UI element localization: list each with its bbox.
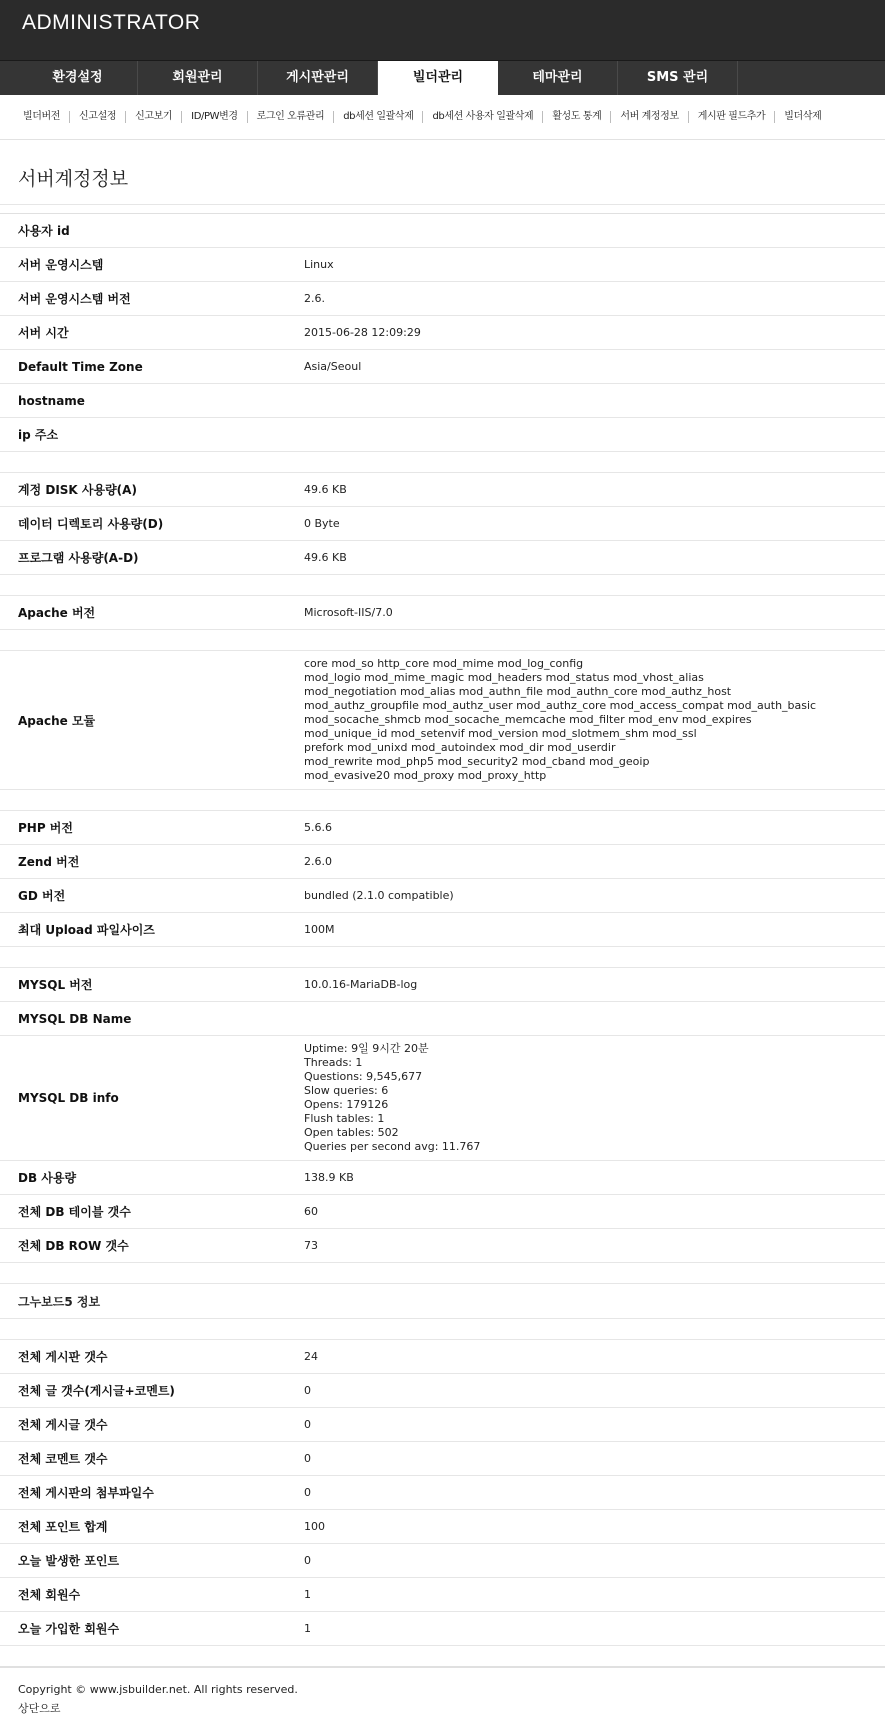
info-row [0,507,885,541]
info-label: 전체 글 갯수(게시글+코멘트) [18,1384,175,1398]
info-value: Asia/Seoul [304,359,362,373]
info-row [0,1374,885,1408]
info-row [0,1229,885,1263]
info-row [0,1476,885,1510]
info-value: 100 [304,1519,325,1533]
main-nav-tab[interactable]: 테마관리 [498,61,618,95]
main-nav-tab[interactable]: 게시판관리 [258,61,378,95]
info-row [0,1408,885,1442]
info-row [0,1340,885,1374]
info-value: 2015-06-28 12:09:29 [304,325,421,339]
info-value: 2.6.0 [304,854,332,868]
sub-nav-item[interactable]: 로그인 오류관리 [248,111,335,123]
info-value: 0 [304,1451,311,1465]
page-title: 서버계정정보 [0,150,885,205]
footer [0,1666,885,1730]
info-value: Linux [304,257,334,271]
info-label: Apache 모듈 [18,713,96,728]
info-row [0,282,885,316]
scroll-top-link[interactable]: 상단으로 [18,1702,61,1715]
info-value: 0 [304,1485,311,1499]
info-row [0,845,885,879]
info-label: 전체 회원수 [18,1588,81,1602]
info-row [0,1442,885,1476]
info-label: 전체 DB ROW 갯수 [18,1239,129,1253]
info-label: 오늘 발생한 포인트 [18,1554,120,1568]
info-label: 전체 포인트 합계 [18,1520,108,1534]
main-nav-tab[interactable]: 환경설정 [18,61,138,95]
info-label: hostname [18,393,85,408]
info-value [304,429,885,441]
info-value: 100M [304,922,335,936]
info-label: MYSQL 버전 [18,978,93,992]
info-value: 1 [304,1621,311,1635]
sub-nav-item[interactable]: 빌더삭제 [784,111,822,122]
info-row [0,1195,885,1229]
sub-nav-item[interactable]: 빌더버전 [14,111,70,123]
info-label: ip 주소 [18,428,59,442]
info-label: MYSQL DB info [18,1091,119,1105]
info-value: 73 [304,1238,318,1252]
info-value: bundled (2.1.0 compatible) [304,888,454,902]
copyright-text: Copyright © www.jsbuilder.net. All rights reserved. [18,1683,298,1696]
sub-nav-item[interactable]: 활성도 통계 [543,111,611,123]
info-value: 0 Byte [304,516,340,530]
info-row [0,418,885,452]
info-label: 서버 운영시스템 버전 [18,292,131,306]
info-row [0,1612,885,1646]
info-row [0,350,885,384]
section-spacer [0,1319,885,1340]
gnuboard-section-title: 그누보드5 정보 [0,1284,885,1319]
section-spacer [0,790,885,811]
info-label: GD 버전 [18,889,66,903]
info-label: 오늘 가입한 회원수 [18,1622,120,1636]
info-row [0,913,885,947]
section-spacer [0,947,885,968]
info-label: Default Time Zone [18,359,143,374]
sub-nav-item[interactable]: 신고설정 [70,111,126,123]
info-value [304,1013,885,1025]
info-value: 49.6 KB [304,550,347,564]
info-value: 1 [304,1587,311,1601]
info-row [0,316,885,350]
main-nav-tab[interactable]: 회원관리 [138,61,258,95]
info-row [0,879,885,913]
info-label: PHP 버전 [18,821,73,835]
server-info-table [0,213,885,1646]
info-label: DB 사용량 [18,1171,77,1185]
main-nav-tab[interactable]: SMS 관리 [618,61,738,95]
info-row [0,248,885,282]
section-spacer [0,630,885,651]
sub-nav-item[interactable]: 게시판 필드추가 [689,111,776,123]
info-value: core mod_so http_core mod_mime mod_log_config mod_logio mod_mime_magic mod_headers mod_status mod_vhost_alias mod_negotiation mod_alias mod_authn_file mod_authn_core mod_authz_host mod_authz_groupfile mod_authz_user mod_authz_core mod_access_compat mod_auth_basic mod_socache_shmcb mod_socache_memcache mod_filter mod_env mod_expires mod_unique_id mod_setenvif mod_version mod_slotmem_shm mod_ssl prefork mod_unixd mod_autoindex mod_dir mod_userdir mod_rewrite mod_php5 mod_security2 mod_cband mod_geoip mod_evasive20 mod_proxy mod_proxy_http [304,657,817,782]
info-label: 데이터 디렉토리 사용량(D) [18,517,164,531]
info-value: 24 [304,1349,318,1363]
info-row [0,1036,885,1161]
admin-header [0,0,885,61]
main-nav-tab[interactable]: 빌더관리 [378,61,498,95]
info-value: Uptime: 9일 9시간 20분 Threads: 1 Questions: 9,545,677 Slow queries: 6 Opens: 179126 Flush tables: 1 Open tables: 502 Queries per second avg: 11.767 [304,1042,481,1153]
sub-nav-item[interactable]: db세션 사용자 일괄삭제 [423,111,543,123]
info-row [0,1510,885,1544]
info-row [0,1544,885,1578]
info-row [0,651,885,790]
info-label: Zend 버전 [18,855,80,869]
sub-nav-item[interactable]: db세션 일괄삭제 [334,111,423,123]
info-row [0,473,885,507]
info-row [0,811,885,845]
info-value: 0 [304,1383,311,1397]
sub-nav-item[interactable]: 서버 계정정보 [611,111,688,123]
info-value: 5.6.6 [304,820,332,834]
info-label: 서버 운영시스템 [18,258,104,272]
section-spacer [0,452,885,473]
info-value: 49.6 KB [304,482,347,496]
info-value: 0 [304,1417,311,1431]
info-label: 프로그램 사용량(A-D) [18,551,139,565]
info-row [0,214,885,248]
info-label: 전체 DB 테이블 갯수 [18,1205,131,1219]
info-value: Microsoft-IIS/7.0 [304,605,393,619]
sub-nav [0,95,885,140]
info-row [0,1161,885,1195]
info-row [0,1002,885,1036]
info-value: 60 [304,1204,318,1218]
info-label: 사용자 id [18,224,70,238]
info-value [304,225,885,237]
sub-nav-item[interactable]: 신고보기 [126,111,182,123]
info-value [304,395,885,407]
info-label: 서버 시간 [18,326,69,340]
info-value: 0 [304,1553,311,1567]
admin-title: ADMINISTRATOR [22,11,201,34]
info-label: 전체 게시판의 첨부파일수 [18,1486,154,1500]
info-label: 최대 Upload 파일사이즈 [18,923,155,937]
section-spacer [0,1263,885,1284]
info-row [0,1578,885,1612]
info-value: 2.6. [304,291,325,305]
main-nav [0,61,885,95]
section-spacer [0,575,885,596]
info-label: 전체 게시판 갯수 [18,1350,108,1364]
info-row [0,596,885,630]
info-value: 138.9 KB [304,1170,354,1184]
info-label: 전체 코멘트 갯수 [18,1452,108,1466]
info-value: 10.0.16-MariaDB-log [304,977,418,991]
info-row [0,384,885,418]
info-row [0,968,885,1002]
info-label: MYSQL DB Name [18,1011,132,1026]
info-label: 전체 게시글 갯수 [18,1418,108,1432]
info-row [0,541,885,575]
sub-nav-item[interactable]: ID/PW변경 [182,111,247,123]
info-label: Apache 버전 [18,606,96,620]
info-label: 계정 DISK 사용량(A) [18,483,137,497]
